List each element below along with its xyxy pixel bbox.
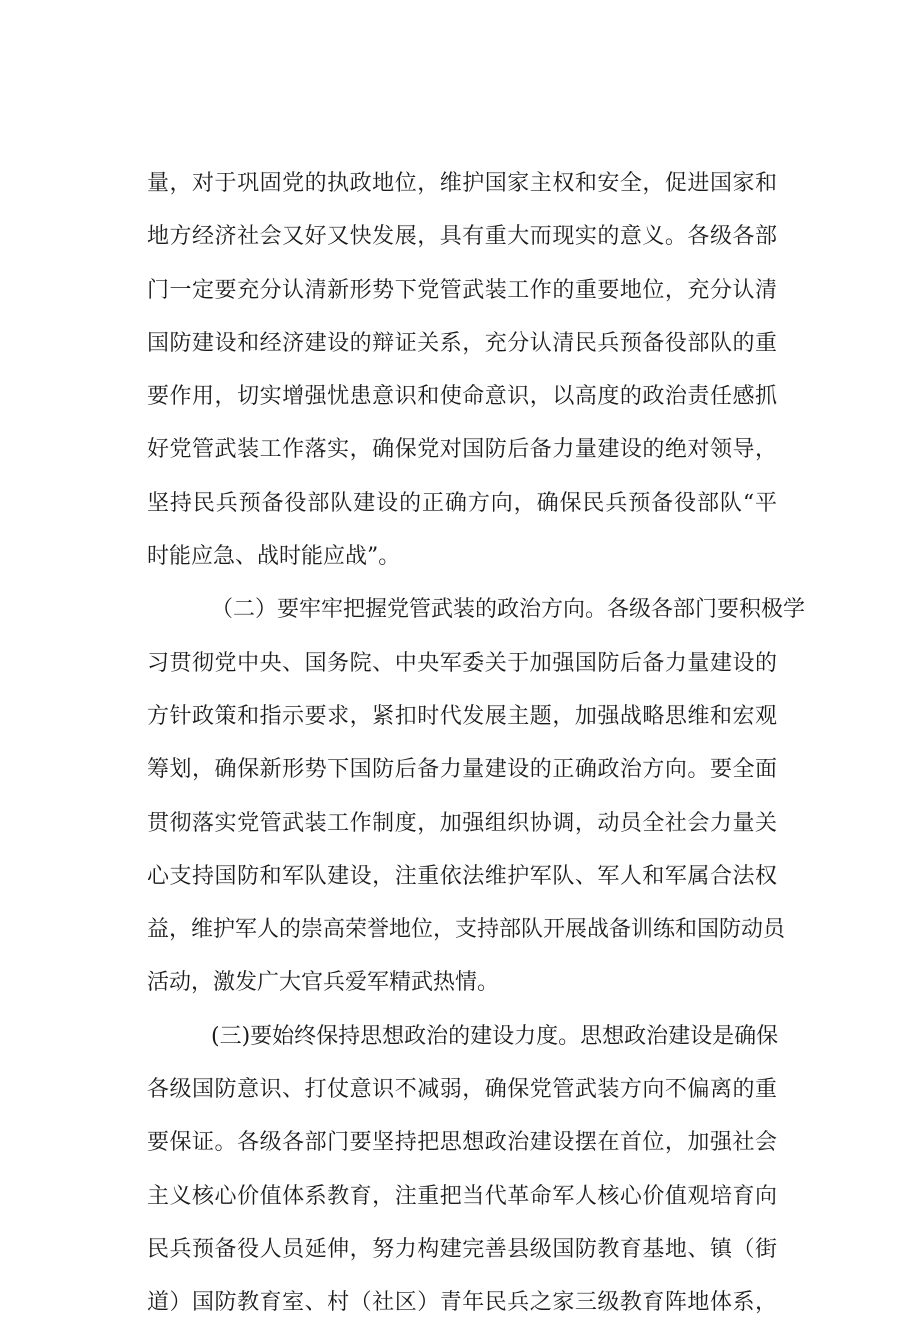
text-line: 门一定要充分认清新形势下党管武装工作的重要地位，充分认清 [147,277,777,303]
section-heading-line: （二）要牢牢把握党管武装的政治方向。各级各部门要积极学 [211,597,806,623]
text-line: 民兵预备役人员延伸，努力构建完善县级国防教育基地、镇（街 [147,1236,777,1262]
text-line: 益，维护军人的崇高荣誉地位，支持部队开展战备训练和国防动员 [147,917,786,943]
text-line: 贯彻落实党管武装工作制度，加强组织协调，动员全社会力量关 [147,810,777,836]
text-line: 活动，激发广大官兵爱军精武热情。 [147,970,500,996]
text-line: 习贯彻党中央、国务院、中央军委关于加强国防后备力量建设的 [147,650,777,676]
section-heading-line: (三)要始终保持思想政治的建设力度。思想政治建设是确保 [211,1023,779,1049]
text-line: 道）国防教育室、村（社区）青年民兵之家三级教育阵地体系， [147,1290,777,1316]
text-line: 方针政策和指示要求，紧扣时代发展主题，加强战略思维和宏观 [147,703,777,729]
text-line: 心支持国防和军队建设，注重依法维护军队、军人和军属合法权 [147,863,777,889]
text-line: 国防建设和经济建设的辩证关系，充分认清民兵预备役部队的重 [147,330,777,356]
body-text [147,157,806,1330]
text-line: 量，对于巩固党的执政地位，维护国家主权和安全，促进国家和 [147,171,777,196]
text-line: 地方经济社会又好又快发展，具有重大而现实的意义。各级各部 [147,224,777,250]
text-line: 要保证。各级各部门要坚持把思想政治建设摆在首位，加强社会 [147,1130,777,1156]
text-line: 坚持民兵预备役部队建设的正确方向，确保民兵预备役部队“平 [147,490,777,516]
text-line: 筹划，确保新形势下国防后备力量建设的正确政治方向。要全面 [147,757,777,783]
text-line: 好党管武装工作落实，确保党对国防后备力量建设的绝对领导， [147,437,777,463]
text-line: 各级国防意识、打仗意识不减弱，确保党管武装方向不偏离的重 [147,1077,777,1103]
text-line: 时能应急、战时能应战”。 [147,544,401,570]
text-line: 要作用，切实增强忧患意识和使命意识，以高度的政治责任感抓 [147,384,777,410]
text-line: 主义核心价值体系教育，注重把当代革命军人核心价值观培育向 [147,1183,777,1209]
